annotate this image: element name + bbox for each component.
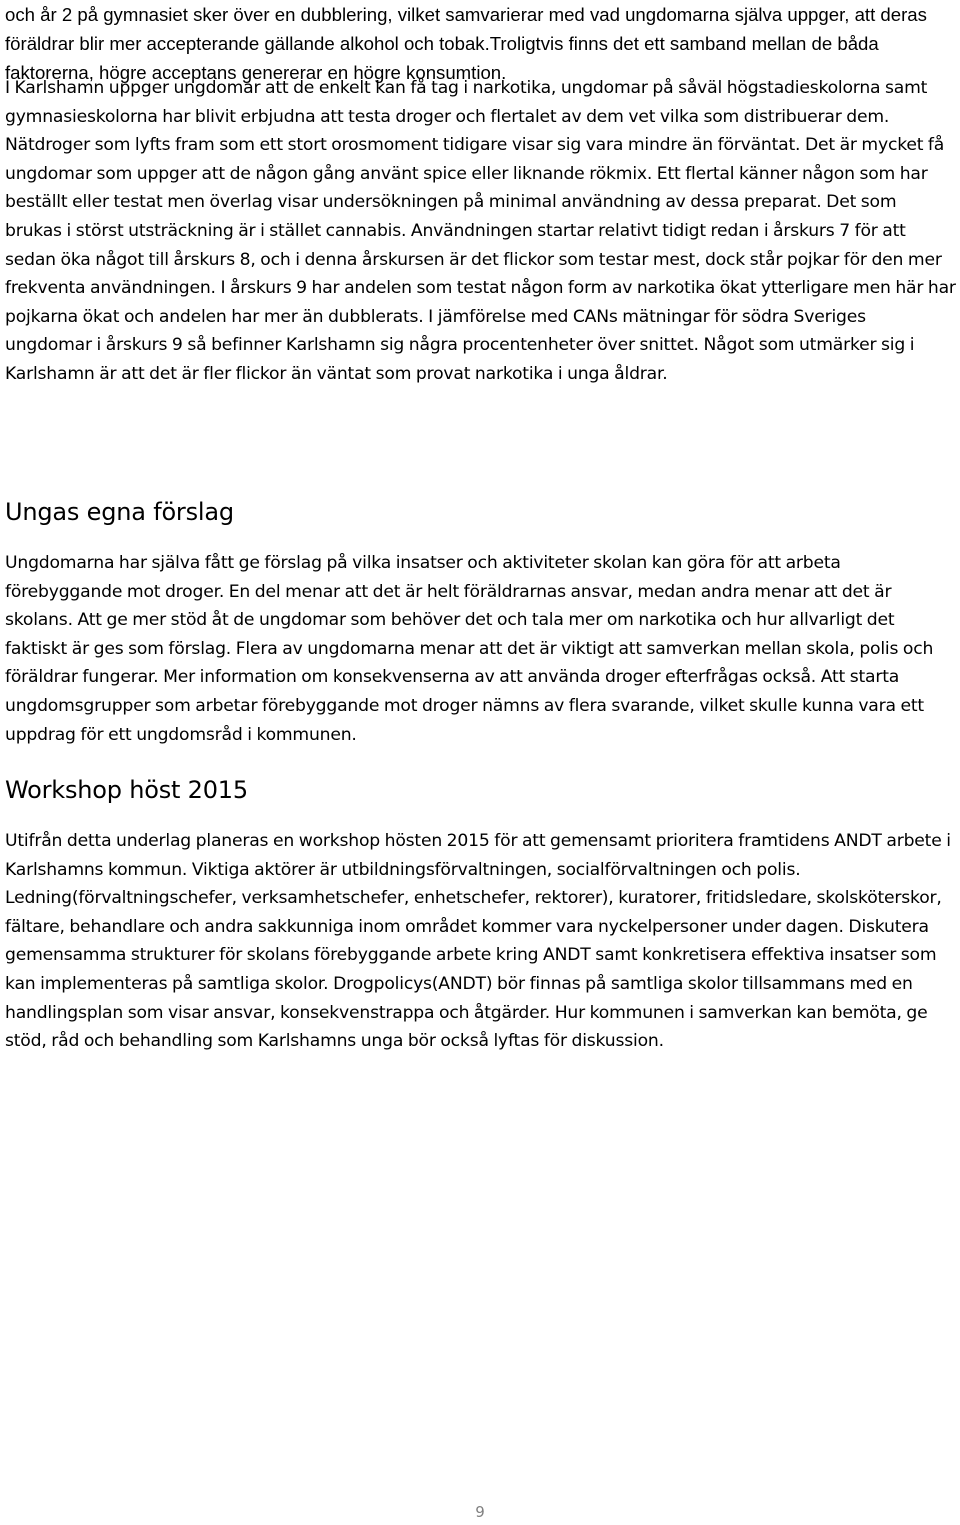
paragraph-alcohol-tobacco: och år 2 på gymnasiet sker över en dubblering, vilket samvarierar med vad ungdomarna själva uppger, att deras föräldrar blir mer accepterande gällande alkohol och tobak.Troligtvis finns det ett samband mellan de båda faktorerna, högre acceptans genererar en högre konsumtion. bbox=[5, 4, 927, 83]
paragraph-youth-suggestions: Ungdomarna har själva fått ge förslag på vilka insatser och aktiviteter skolan kan göra för att arbeta förebyggande mot droger. En del menar att det är helt föräldrarnas ansvar, medan andra menar att det är skolans. Att ge mer stöd åt de ungdomar som behöver det och tala mer om narkotika och hur allvarligt det faktiskt är ges som förslag. Flera av ungdomarna menar att det är viktigt att samverkan mellan skola, polis och föräldrar fungerar. Mer information om konsekvenserna av att använda droger efterfrågas också. Att starta ungdomsgrupper som arbetar förebyggande mot droger nämns av flera svarande, vilket skulle kunna vara ett uppdrag för ett ungdomsråd i kommunen. bbox=[5, 553, 934, 745]
paragraph-workshop: Utifrån detta underlag planeras en workshop hösten 2015 för att gemensamt prioritera framtidens ANDT arbete i Karlshamns kommun. Viktiga aktörer är utbildningsförvaltningen, socialförvaltningen och polis. Ledning(förvaltningschefer, verksamhetschefer, enhetschefer, rektorer), kuratorer, fritidsledare, skolsköterskor, fältare, behandlare och andra sakkunniga inom området kommer vara nyckelpersoner under dagen. Diskutera gemensamma strukturer för skolans förebyggande arbete kring ANDT samt konkretisera effektiva insatser som kan implementeras på samtliga skolor. Drogpolicys(ANDT) bör finnas på samtliga skolor tillsammans med en handlingsplan som visar ansvar, konsekvenstrappa och åtgärder. Hur kommunen i samverkan kan bemöta, ge stöd, råd och behandling som Karlshamns unga bör också lyftas för diskussion. bbox=[5, 831, 951, 1052]
heading-youth-suggestions: Ungas egna förslag bbox=[5, 498, 234, 526]
page-number: 9 bbox=[475, 1503, 485, 1521]
heading-workshop: Workshop höst 2015 bbox=[5, 776, 248, 804]
paragraph-narcotics: I Karlshamn uppger ungdomar att de enkelt kan få tag i narkotika, ungdomar på såväl högstadieskolorna samt gymnasieskolorna har blivit erbjudna att testa droger och flertalet av dem vet vilka som distribuerar dem. Nätdroger som lyfts fram som ett stort orosmoment tidigare visar sig vara mindre än förväntat. Det är mycket få ungdomar som uppger att de någon gång använt spice eller liknande rökmix. Ett flertal känner någon som har beställt eller testat men överlag visar undersökningen på minimal användning av dessa preparat. Det som brukas i störst utsträckning är i stället cannabis. Användningen startar relativt tidigt redan i årskurs 7 för att sedan öka något till årskurs 8, och i denna årskursen är det flickor som testar mest, dock står pojkar för den mer frekventa användningen. I årskurs 9 har andelen som testat någon form av narkotika ökat ytterligare men här har pojkarna ökat och andelen har mer än dubblerats. I jämförelse med CANs mätningar för södra Sveriges ungdomar i årskurs 9 så befinner Karlshamn sig några procentenheter över snittet. Något som utmärker sig i Karlshamn är att det är fler flickor än väntat som provat narkotika i unga åldrar. bbox=[5, 78, 956, 384]
